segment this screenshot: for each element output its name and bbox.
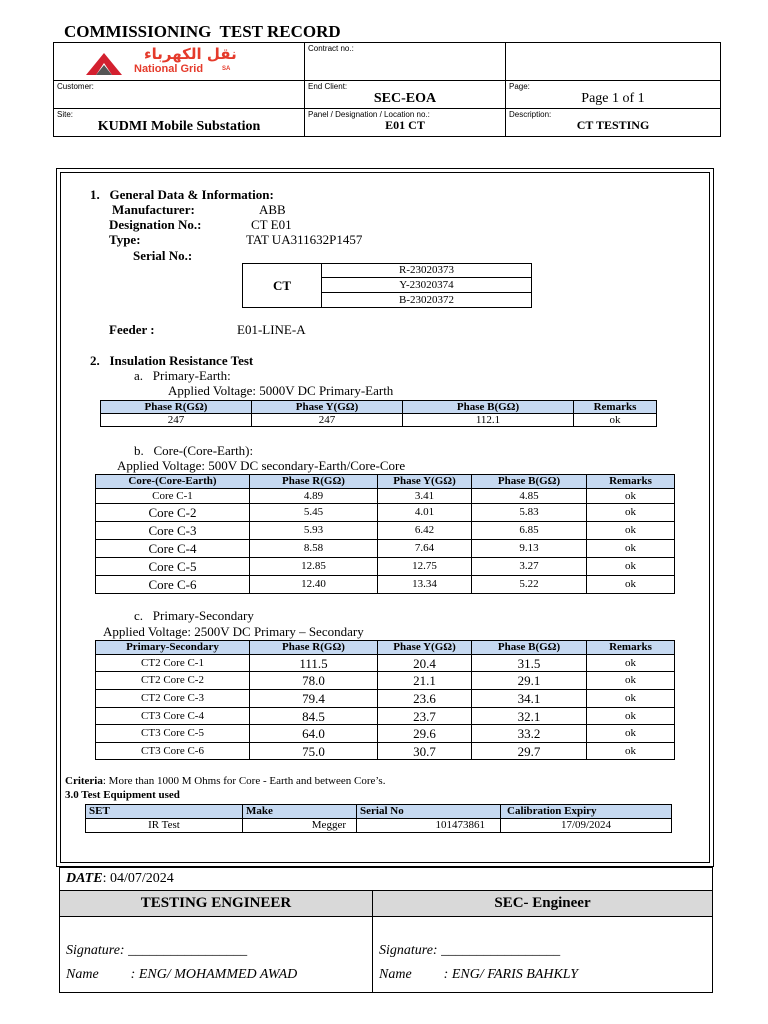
table-row: CT2 Core C-1 111.5 20.4 31.5 ok [96, 655, 675, 672]
end-client-value: SEC-EOA [373, 91, 437, 106]
primary-secondary-voltage: Applied Voltage: 2500V DC Primary – Secondary [103, 624, 364, 639]
serial-table [242, 263, 532, 308]
panel-cell: Panel / Designation / Location no.: E01 CT [305, 109, 506, 137]
primary-earth-voltage: Applied Voltage: 5000V DC Primary-Earth [168, 383, 394, 398]
table-row: CT3 Core C-4 84.5 23.7 32.1 ok [96, 708, 675, 725]
table-row: Core C-6 12.40 13.34 5.22 ok [96, 576, 675, 594]
col-remarks: Remarks [574, 401, 657, 414]
insulation-heading: 2. Insulation Resistance Test [90, 353, 254, 368]
table-row: Core C-2 5.45 4.01 5.83 ok [96, 504, 675, 522]
table-row: CT2 Core C-2 78.0 21.1 29.1 ok [96, 672, 675, 690]
national-grid-logo [84, 47, 266, 79]
primary-earth-heading: a. Primary-Earth: [134, 368, 231, 383]
table-row: Core C-1 4.89 3.41 4.85 ok [96, 489, 675, 504]
page-value: Page 1 of 1 [581, 91, 645, 106]
table-row: Core C-5 12.85 12.75 3.27 ok [96, 558, 675, 576]
criteria-text: Criteria: More than 1000 M Ohms for Core - Earth and between Core’s. [65, 775, 386, 787]
contract-cell: Contract no.: [305, 43, 506, 81]
type-label: Type: [109, 232, 141, 247]
table-row: Core C-4 8.58 7.64 9.13 ok [96, 540, 675, 558]
table-row: IR Test Megger 101473861 17/09/2024 [86, 819, 672, 833]
core-earth-table: Core-(Core-Earth) Phase R(GΩ) Phase Y(GΩ) Phase B(GΩ) Remarks Core C-1 4.89 3.41 4.85 ok Core C-2 5.45 4.01 5.83 ok Core C-3 5.93 6.42 6.85 ok Core C-4 8.58 7.64 9.13 ok Core C-5 12.85 12.75 3.27 ok Core C-6 12.40 13.34 5.22 ok [95, 474, 675, 594]
end-client-cell: End Client: SEC-EOA [305, 81, 506, 109]
logo-mark-icon [84, 49, 124, 79]
page-title: COMMISSIONING TEST RECORD [64, 22, 341, 41]
description-cell: Description: CT TESTING [506, 109, 721, 137]
signoff-table [59, 867, 713, 993]
col-phase-r: Phase R(GΩ) [101, 401, 252, 414]
sec-engineer-title: SEC- Engineer [373, 891, 713, 917]
site-value: KUDMI Mobile Substation [97, 119, 261, 134]
equipment-heading: 3.0 Test Equipment used [65, 789, 180, 801]
equipment-table: SET Make Serial No Calibration Expiry IR Test Megger 101473861 17/09/2024 [85, 804, 672, 833]
table-row: CT3 Core C-6 75.0 30.7 29.7 ok [96, 743, 675, 760]
col-phase-y: Phase Y(GΩ) [252, 401, 403, 414]
page-cell: Page: Page 1 of 1 [506, 81, 721, 109]
table-row: 247 247 112.1 ok [101, 414, 657, 427]
feeder-value: E01-LINE-A [237, 322, 306, 337]
logo-text: National Grid [134, 63, 204, 75]
table-row: Core C-3 5.93 6.42 6.85 ok [96, 522, 675, 540]
primary-secondary-heading: c. Primary-Secondary [134, 608, 254, 623]
logo-suffix: SA [222, 66, 231, 72]
customer-cell: Customer: [54, 81, 305, 109]
feeder-label: Feeder : [109, 322, 155, 337]
serial-r: R-23020373 [322, 264, 532, 278]
primary-secondary-table: Primary-Secondary Phase R(GΩ) Phase Y(GΩ) Phase B(GΩ) Remarks CT2 Core C-1 111.5 20.4 31.5 ok CT2 Core C-2 78.0 21.1 29.1 ok CT2 Core C-3 79.4 23.6 34.1 ok CT3 Core C-4 84.5 23.7 32.1 ok CT3 Core C-5 64.0 29.6 33.2 ok CT3 Core C-6 75.0 30.7 29.7 ok [95, 640, 675, 760]
core-earth-voltage: Applied Voltage: 500V DC secondary-Earth/Core-Core [117, 458, 406, 473]
core-earth-heading: b. Core-(Core-Earth): [134, 443, 254, 458]
type-value: TAT UA311632P1457 [246, 232, 363, 247]
col-phase-b: Phase B(GΩ) [403, 401, 574, 414]
manufacturer-value: ABB [259, 202, 286, 217]
sec-engineer-sign: Signature: _________________ Name : ENG/ FARIS BAHKLY [373, 917, 713, 993]
description-value: CT TESTING [576, 118, 650, 132]
testing-engineer-sign: Signature: _________________ Name : ENG/ MOHAMMED AWAD [60, 917, 373, 993]
logo-arabic: نقل الكهرباء [144, 45, 237, 63]
designation-label: Designation No.: [109, 217, 202, 232]
serial-b: B-23020372 [322, 293, 532, 308]
designation-value: CT E01 [251, 217, 292, 232]
date-cell: DATE: 04/07/2024 [60, 868, 713, 891]
logo-cell [54, 43, 305, 81]
primary-earth-table [100, 400, 657, 427]
ct-label: CT [243, 264, 322, 308]
manufacturer-label: Manufacturer: [112, 202, 195, 217]
signature-line: Signature: _________________ [379, 943, 561, 958]
serial-y: Y-23020374 [322, 278, 532, 293]
serial-label: Serial No.: [133, 248, 193, 263]
table-row: CT3 Core C-5 64.0 29.6 33.2 ok [96, 725, 675, 743]
testing-engineer-title: TESTING ENGINEER [60, 891, 373, 917]
general-heading: 1. General Data & Information: [90, 187, 274, 202]
panel-value: E01 CT [385, 118, 425, 132]
table-row: CT2 Core C-3 79.4 23.6 34.1 ok [96, 690, 675, 708]
blank-cell [506, 43, 721, 81]
header-table [53, 42, 721, 137]
site-cell: Site: KUDMI Mobile Substation [54, 109, 305, 137]
signature-line: Signature: _________________ [66, 943, 248, 958]
